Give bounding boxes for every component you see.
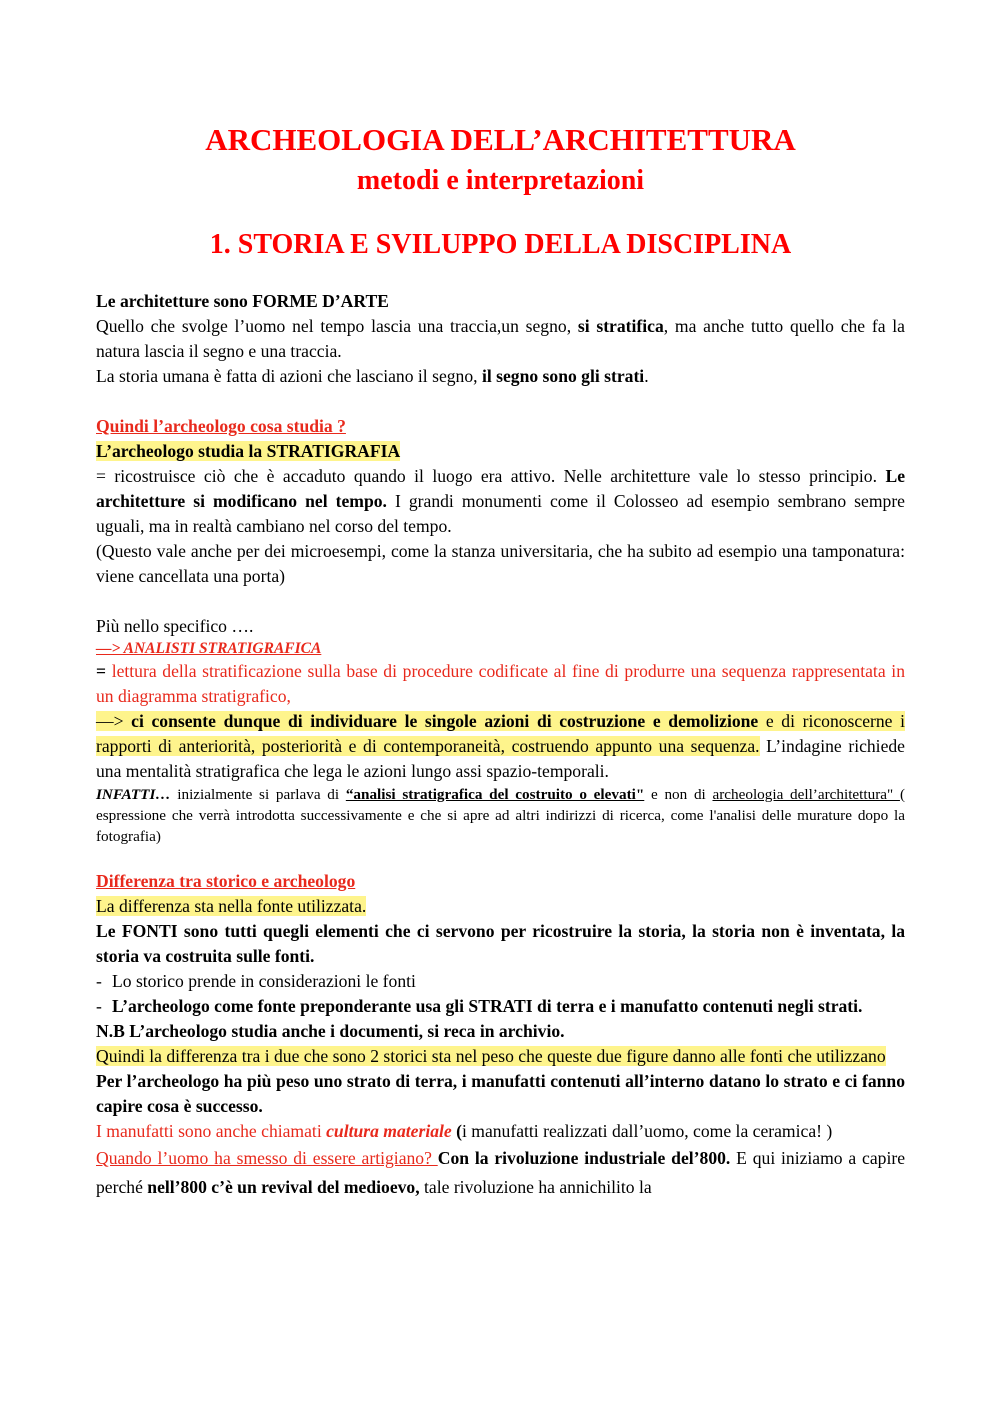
- document-subtitle: metodi e interpretazioni: [356, 165, 645, 196]
- chapter-heading: 1. STORIA E SVILUPPO DELLA DISCIPLINA: [209, 229, 792, 260]
- paragraph-consente: —> ci consente dunque di individuare le singole azioni di costruzione e demolizione e di riconoscerne i rapporti di anteriorità, posteriorità e di contemporaneità, costruendo appunto una sequenza. L’indagine richiede una mentalità stratigrafica che lega le azioni lungo assi spazio-temporali.: [96, 711, 906, 781]
- paragraph-strato-terra: Per l’archeologo ha più peso uno strato di terra, i manufatti contenuti all’interno datano lo strato e ci fanno capire cosa è successo.: [96, 1071, 905, 1116]
- paragraph-ricostruisce: = ricostruisce ciò che è accaduto quando il luogo era attivo. Nelle architetture vale lo stesso principio. Le architetture si modificano nel tempo. I grandi monumenti come il Colosseo ad esempio sembrano sempre uguali, ma in realtà cambiano nel corso del tempo.: [96, 466, 905, 536]
- document-body: [96, 289, 905, 1202]
- paragraph-storia-umana: La storia umana è fatta di azioni che lasciano il segno, il segno sono gli strati.: [96, 366, 649, 386]
- document-title: ARCHEOLOGIA DELL’ARCHITETTURA: [205, 122, 796, 157]
- analysis-heading: —> ANALISTI STRATIGRAFICA: [96, 640, 322, 657]
- paragraph-artigiano: Quando l’uomo ha smesso di essere artigiano? Con la rivoluzione industriale del’800. E qui iniziamo a capire perché nell’800 c’è un revival del medioevo, tale rivoluzione ha annichilito la: [96, 1148, 906, 1197]
- paragraph-definizione: = lettura della stratificazione sulla base di procedure codificate al fine di produrre una sequenza rappresentata in un diagramma stratigrafico,: [96, 661, 905, 706]
- paragraph-fonte-utilizzata: La differenza sta nella fonte utilizzata.: [96, 896, 367, 916]
- paragraph-microesempi: (Questo vale anche per dei microesempi, come la stanza universitaria, che ha subito ad esempio una tamponatura: viene cancellata una porta): [96, 541, 905, 586]
- paragraph-fonti: Le FONTI sono tutti quegli elementi che ci servono per ricostruire la storia, la storia non è inventata, la storia va costruita sulle fonti.: [96, 921, 905, 966]
- list-item: - L’archeologo come fonte preponderante usa gli STRATI di terra e i manufatto contenuti negli strati.: [96, 996, 863, 1016]
- question-archeologo: Quindi l’archeologo cosa studia ?: [96, 416, 346, 436]
- paragraph-nb: N.B L’archeologo studia anche i documenti, si reca in archivio.: [96, 1021, 565, 1041]
- answer-stratigrafia: L’archeologo studia la STRATIGRAFIA: [96, 441, 401, 461]
- paragraph-differenza-peso: Quindi la differenza tra i due che sono 2 storici sta nel peso che queste due figure danno alle fonti che utilizzano: [96, 1046, 886, 1066]
- list-item: - Lo storico prende in considerazioni le fonti: [96, 971, 416, 991]
- section-heading-differenza: Differenza tra storico e archeologo: [96, 871, 356, 891]
- section-heading-forme: Le architetture sono FORME D’ARTE: [96, 291, 389, 311]
- paragraph-infatti: INFATTI… inizialmente si parlava di “analisi stratigrafica del costruito o elevati" e non di archeologia dell’architettura" ( espressione che verrà introdotta successivamente e che si apre ad altri indirizzi di ricerca, come l'analisi delle murature dopo la fotografia): [96, 786, 905, 845]
- paragraph-cultura-materiale: I manufatti sono anche chiamati cultura materiale (i manufatti realizzati dall’uomo, come la ceramica! ): [96, 1121, 833, 1141]
- paragraph-specifico: Più nello specifico ….: [96, 616, 254, 636]
- paragraph-traccia: Quello che svolge l’uomo nel tempo lascia una traccia,un segno, si stratifica, ma anche tutto quello che fa la natura lascia il segno e una traccia.: [96, 316, 905, 361]
